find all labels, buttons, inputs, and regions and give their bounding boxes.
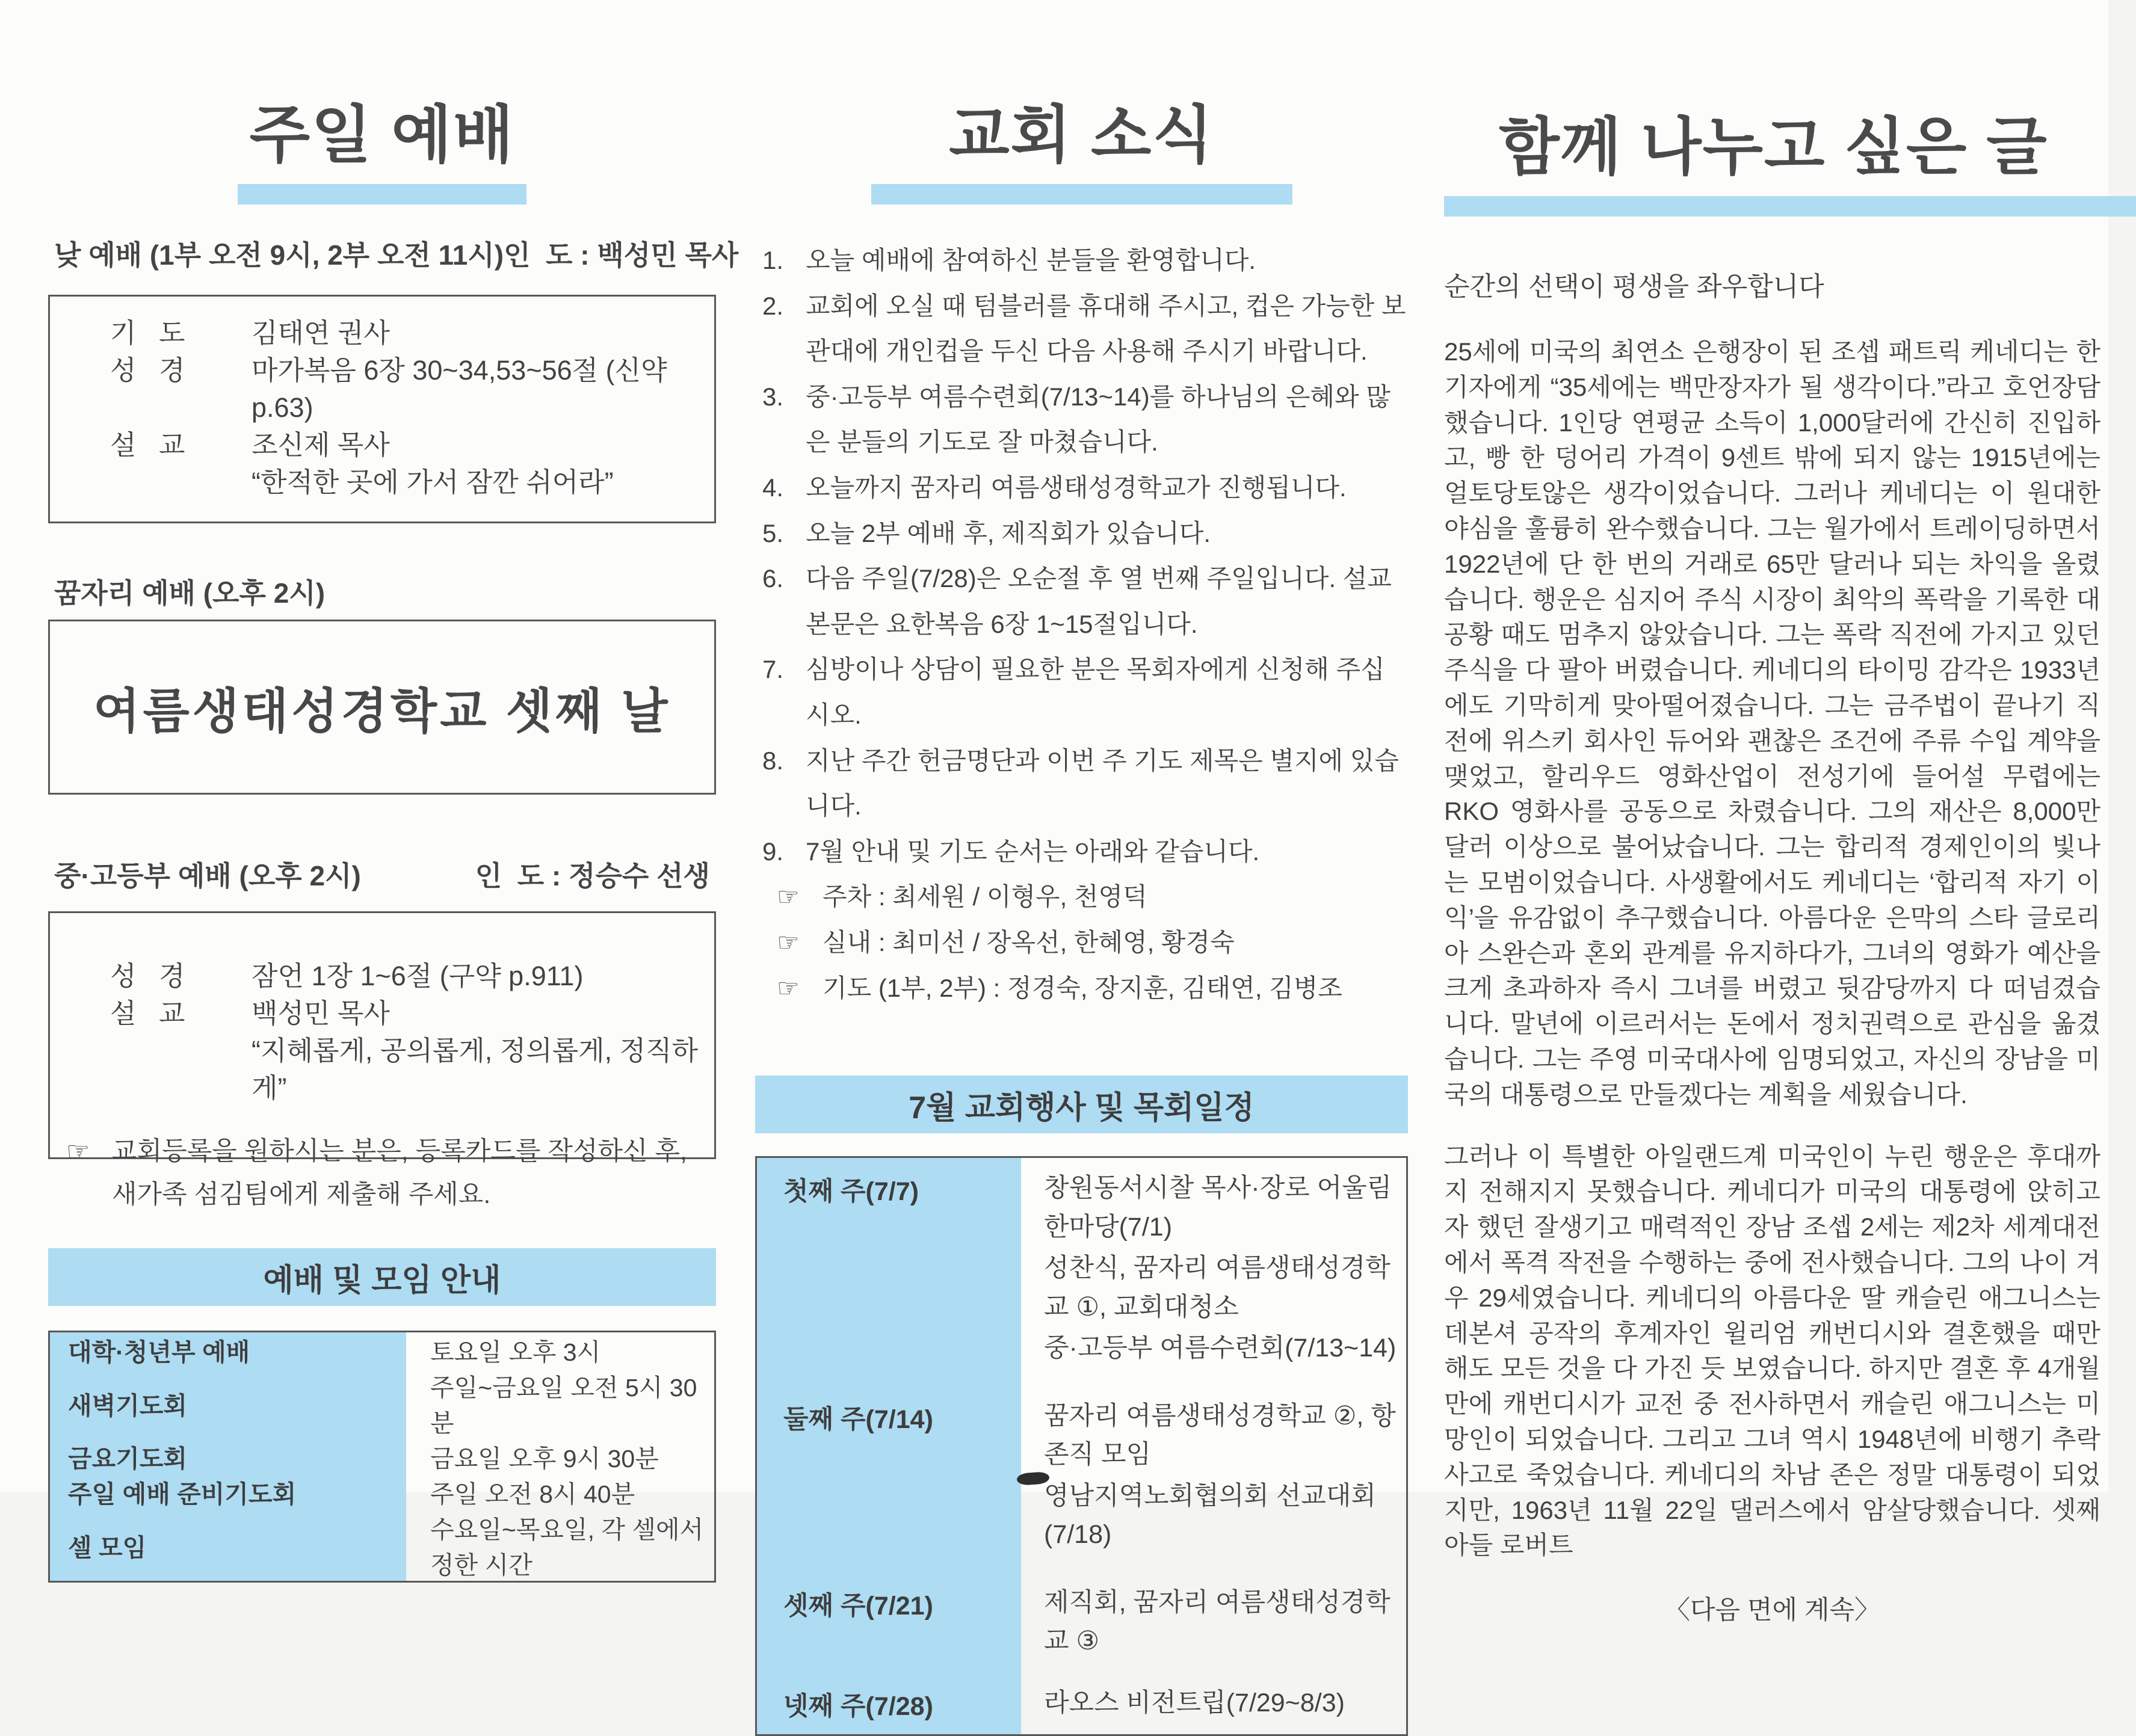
essay-paragraph: 그러나 이 특별한 아일랜드계 미국인이 누린 행운은 후대까지 전해지지 못했습니다. 케네디가 미국의 대통령에 앉히고자 했던 잘생기고 매력적인 장남 조셉 2세는 제2차 세계대전에서 폭격 작전을 수행하는 중에 전사했습니다. 그의 나이 겨우 29세였습니다. 케네디의 아름다운 딸 캐슬린 애그니스는 데본셔 공작의 후계자인 윌리엄 캐번디시와 결혼했을 때만 해도 모든 것을 다 가진 듯 보였습니다. 하지만 결혼 후 4개월 만에 캐번디시가 교전 중 전사하면서 캐슬린 애그니스는 미망인이 되었습니다. 그리고 그녀 역시 1948년에 비행기 추락사고로 죽었습니다. 케네디의 차남 존은 정말 대통령이 되었지만, 1963년 11월 22일 댈러스에서 암살당했습니다. 셋째 아들 로버트 — [1444, 1142, 2101, 1560]
sermon-quote: “한적한 곳에 가서 잠깐 쉬어라” — [252, 467, 614, 498]
pointing-hand-icon: ☞ — [66, 1137, 90, 1166]
july-schedule-banner: 7월 교회행사 및 목회일정 — [755, 1076, 1408, 1133]
table-row — [50, 1332, 714, 1368]
list-item: 지난 주간 헌금명단과 이번 주 기도 제목은 별지에 있습니다. — [806, 746, 1399, 820]
row-key: 성 경 — [110, 961, 185, 991]
list-item: 교회에 오실 때 텀블러를 휴대해 주시고, 컵은 가능한 보관대에 개인컵을 두신 다음 사용해 주시기 바랍니다. — [806, 291, 1406, 366]
dream-service-label: 꿈자리 예배 (오후 2시) — [54, 577, 326, 609]
day-service-label: 낮 예배 (1부 오전 9시, 2부 오전 11시) — [54, 239, 504, 271]
event-line: 중·고등부 여름수련회(7/13~14) — [1044, 1334, 1397, 1362]
events-cell — [1021, 1673, 1406, 1735]
sermon-quote-row — [110, 1032, 702, 1107]
dream-service-line — [48, 571, 716, 611]
panel-sunday-worship — [48, 0, 739, 1579]
table-row — [757, 1386, 1406, 1572]
events-cell — [1021, 1572, 1406, 1673]
events-cell — [1021, 1158, 1406, 1386]
meeting-name-cell: 셀 모임 — [50, 1510, 406, 1581]
row-key — [110, 464, 252, 501]
duty-text: 실내 : 최미선 / 장옥선, 한혜영, 황경숙 — [823, 928, 1235, 956]
sunday-worship-title-block — [48, 84, 716, 205]
youth-service-line — [48, 854, 716, 894]
dream-service-box — [48, 620, 716, 795]
row-value: 백성민 목사 — [252, 998, 390, 1029]
meeting-name-cell: 새벽기도회 — [50, 1368, 406, 1439]
bible-school-headline: 여름생태성경학교 셋째 날 — [93, 685, 671, 738]
pointing-hand-icon: ☞ — [777, 973, 800, 1002]
service-row — [110, 352, 702, 426]
panel-church-news — [755, 0, 1408, 1721]
list-item: 오늘까지 꿈자리 여름생태성경학교가 진행됩니다. — [806, 473, 1347, 502]
july-schedule-table — [755, 1156, 1408, 1736]
youth-service-box — [48, 911, 716, 1159]
row-value: 잠언 1장 1~6절 (구약 p.911) — [252, 961, 584, 991]
table-row — [50, 1439, 714, 1474]
duty-text: 기도 (1부, 2부) : 정경숙, 장지훈, 김태연, 김병조 — [823, 973, 1342, 1002]
meeting-time-cell: 토요일 오후 3시 — [430, 1338, 601, 1366]
church-news-title-block — [755, 84, 1408, 205]
table-row — [50, 1368, 714, 1439]
sermon-quote: “지혜롭게, 공의롭게, 정의롭게, 정직하게” — [252, 1035, 699, 1104]
essay-body — [1444, 265, 2101, 1627]
pointing-hand-icon: ☞ — [777, 928, 800, 956]
meeting-name-cell: 대학·청년부 예배 — [50, 1332, 406, 1368]
duty-text: 주차 : 최세원 / 이형우, 천영덕 — [823, 882, 1147, 911]
section-title-church-news: 교회 소식 — [949, 100, 1214, 170]
duty-line-indoor — [767, 920, 1408, 965]
week-cell: 둘째 주(7/14) — [757, 1386, 1021, 1572]
event-line: 꿈자리 여름생태성경학교 ②, 항존직 모임 — [1044, 1401, 1396, 1469]
service-row — [110, 958, 702, 995]
essay-lead: 순간의 선택이 평생을 좌우합니다 — [1444, 272, 1824, 301]
row-key: 설 교 — [110, 998, 185, 1029]
youth-service-leader: 인 도 : 정승수 선생 — [475, 860, 710, 891]
row-value: 김태연 권사 — [252, 318, 390, 348]
event-line: 라오스 비전트립(7/29~8/3) — [1044, 1688, 1345, 1717]
service-row — [110, 426, 702, 464]
week-cell: 첫째 주(7/7) — [757, 1158, 1021, 1386]
list-item: 중·고등부 여름수련회(7/13~14)를 하나님의 은혜와 많은 분들의 기도로 잘 마쳤습니다. — [806, 382, 1391, 457]
list-item: 오늘 2부 예배 후, 제직회가 있습니다. — [806, 519, 1211, 547]
title-underline — [238, 184, 526, 205]
week-cell: 넷째 주(7/28) — [757, 1673, 1021, 1735]
registration-note — [66, 1130, 712, 1216]
day-service-box — [48, 295, 716, 523]
meeting-time-cell: 금요일 오후 9시 30분 — [430, 1445, 659, 1473]
table-row — [757, 1673, 1406, 1735]
essay-title-block — [1444, 96, 2103, 217]
table-row — [757, 1572, 1406, 1673]
service-row — [110, 995, 702, 1032]
essay-paragraph: 25세에 미국의 최연소 은행장이 된 조셉 패트릭 케네디는 한 기자에게 “35세에는 백만장자가 될 생각이다.”라고 호언장담했습니다. 1인당 연평균 소득이 1,000달러에 간신히 진입하고, 빵 한 덩어리 가격이 9센트 밖에 되지 않는 1915년에는 얼토당토않은 생각이었습니다. 그러나 케네디는 이 원대한 야심을 훌륭히 완수했습니다. 그는 월가에서 트레이딩하면서 1922년에 단 한 번의 거래로 65만 달러나 되는 차익을 올렸습니다. 행운은 심지어 주식 시장이 최악의 폭락을 기록한 대공황 때도 멈추지 않았습니다. 그는 폭락 직전에 가지고 있던 주식을 다 팔아 버렸습니다. 케네디의 타이밍 감각은 1933년에도 기막히게 맞아떨어졌습니다. 그는 금주법이 끝나기 직전에 위스키 회사인 듀어와 괜찮은 조건에 주류 수입 계약을 맺었고, 할리우드 영화산업이 전성기에 들어설 무렵에는 RKO 영화사를 공동으로 차렸습니다. 그의 재산은 8,000만 달러 이상으로 불어났습니다. 그는 합리적 경제인이의 빛나는 모범이었습니다. 사생활에서도 케네디는 ‘합리적 자기 이익’을 유감없이 추구했습니다. 아름다운 은막의 스타 글로리아 스완슨과 혼외 관계를 유지하다가, 그녀의 영화가 예산을 크게 초과하자 즉시 그녀를 버렸고 뒷감당까지 다 떠넘겼습니다. 말년에 이르러서는 돈에서 정치권력으로 관심을 옮겼습니다. 그는 주영 미국대사에 임명되었고, 자신의 장남을 미국의 대통령으로 만들겠다는 계획을 세웠습니다. — [1444, 337, 2101, 1109]
row-value: 조신제 목사 — [252, 429, 390, 461]
row-key: 설 교 — [110, 429, 185, 461]
meeting-name-cell: 금요기도회 — [50, 1439, 406, 1474]
row-key — [110, 1032, 252, 1107]
day-service-line — [48, 233, 739, 273]
row-key: 기 도 — [110, 318, 185, 348]
list-item: 7월 안내 및 기도 순서는 아래와 같습니다. — [806, 837, 1260, 866]
meeting-time-cell: 주일 오전 8시 40분 — [430, 1480, 635, 1508]
section-title-essay: 함께 나누고 싶은 글 — [1499, 112, 2048, 182]
meeting-name-cell: 주일 예배 준비기도회 — [50, 1474, 406, 1510]
meeting-table — [48, 1331, 716, 1583]
meeting-time-cell: 수요일~목요일, 각 셀에서 정한 시간 — [430, 1516, 704, 1579]
duty-line-prayer — [767, 965, 1408, 1011]
row-value: 마가복음 6장 30~34,53~56절 (신약 p.63) — [252, 355, 667, 423]
duty-line-parking — [767, 874, 1408, 920]
church-news-list-block — [759, 238, 1408, 1011]
sermon-quote-row — [110, 464, 702, 501]
service-row — [110, 315, 702, 352]
pointing-hand-icon: ☞ — [777, 882, 800, 911]
week-cell: 셋째 주(7/21) — [757, 1572, 1021, 1673]
continued-note: 〈다음 면에 계속〉 — [1664, 1596, 1881, 1625]
news-list — [759, 238, 1408, 874]
row-key: 성 경 — [110, 355, 185, 386]
meeting-time-cell: 주일~금요일 오전 5시 30분 — [430, 1374, 697, 1437]
table-row — [50, 1510, 714, 1581]
table-row — [757, 1158, 1406, 1386]
title-underline — [871, 184, 1292, 205]
event-line: 성찬식, 꿈자리 여름생태성경학교 ①, 교회대청소 — [1044, 1254, 1391, 1322]
event-line: 제직회, 꿈자리 여름생태성경학교 ③ — [1044, 1587, 1391, 1655]
panel-shared-essay — [1444, 0, 2103, 1625]
list-item: 오늘 예배에 참여하신 분들을 환영합니다. — [806, 246, 1256, 274]
list-item: 심방이나 상담이 필요한 분은 목회자에게 신청해 주십시오. — [806, 655, 1385, 729]
event-line: 창원동서시찰 목사·장로 어울림 한마당(7/1) — [1044, 1174, 1392, 1242]
title-underline — [1444, 196, 2136, 217]
registration-note-text: 교회등록을 원하시는 분은, 등록카드를 작성하신 후, 새가족 섬김팀에게 제출해 주세요. — [112, 1137, 687, 1210]
meeting-guide-banner: 예배 및 모임 안내 — [48, 1248, 716, 1306]
list-item: 다음 주일(7/28)은 오순절 후 열 번째 주일입니다. 설교본문은 요한복음 6장 1~15절입니다. — [806, 564, 1392, 638]
event-line: 영남지역노회협의회 선교대회(7/18) — [1044, 1481, 1376, 1549]
table-row — [50, 1474, 714, 1510]
day-service-leader: 인 도 : 백성민 목사 — [504, 239, 739, 271]
events-cell — [1021, 1386, 1406, 1572]
youth-service-label: 중·고등부 예배 (오후 2시) — [54, 860, 361, 891]
section-title-sunday-worship: 주일 예배 — [249, 100, 515, 170]
